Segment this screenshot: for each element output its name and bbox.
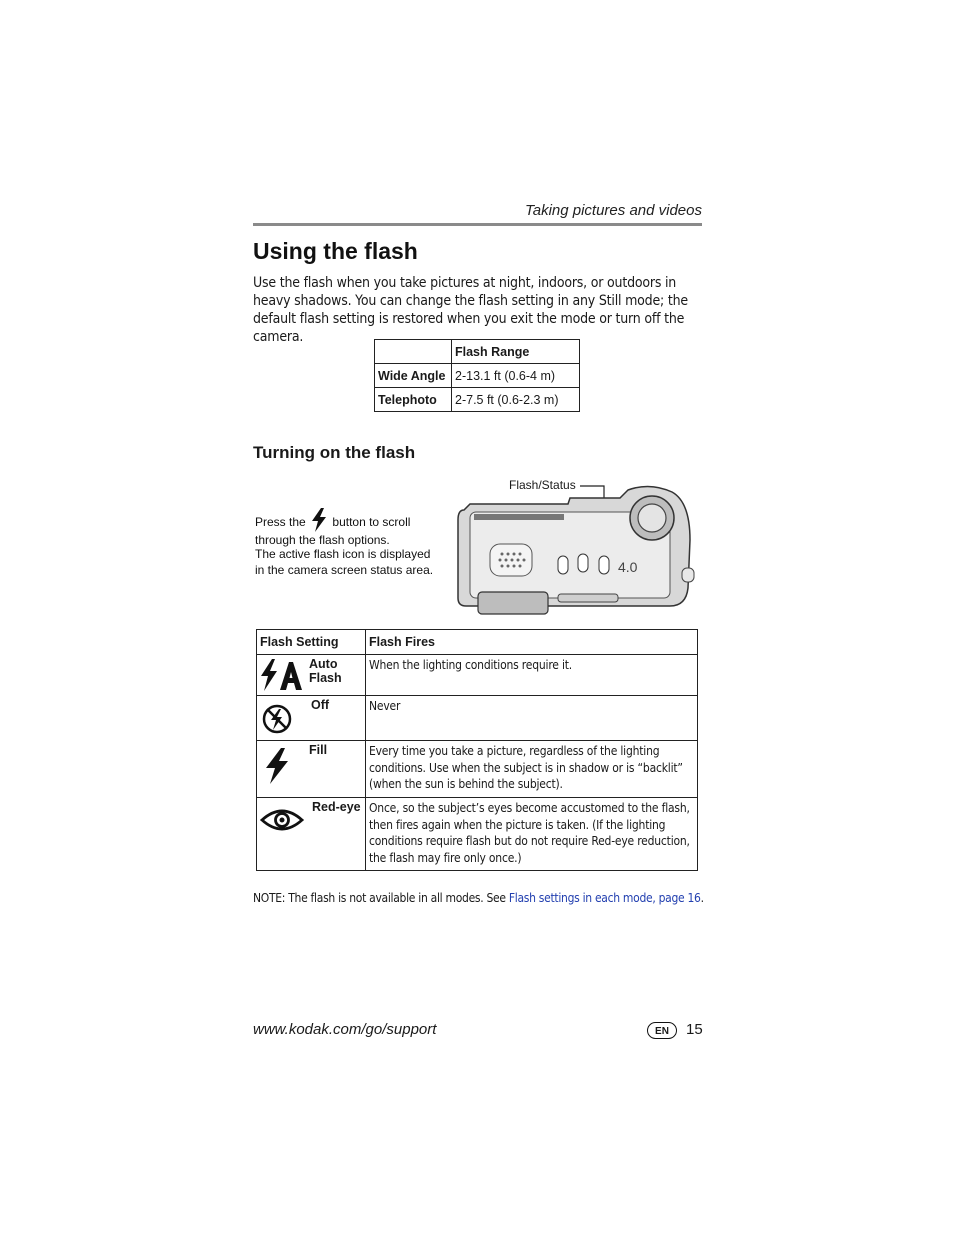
range-row-label: Wide Angle xyxy=(375,364,452,388)
header-flash-fires: Flash Fires xyxy=(366,630,698,655)
press-instruction xyxy=(255,508,410,548)
active-caption-line2: in the camera screen status area. xyxy=(255,563,434,577)
footer-url[interactable]: www.kodak.com/go/support xyxy=(253,1021,437,1038)
note-text: NOTE: The flash is not available in all modes. See xyxy=(253,891,509,905)
page-title: Using the flash xyxy=(253,238,418,264)
setting-cell xyxy=(257,696,366,741)
table-row xyxy=(257,798,698,871)
table-row xyxy=(375,364,580,388)
setting-label xyxy=(309,743,362,757)
header-rule xyxy=(253,223,702,226)
note-suffix: . xyxy=(700,891,704,905)
flash-status-callout: Flash/Status xyxy=(509,478,576,492)
setting-label-line2: Flash xyxy=(309,671,342,685)
setting-cell xyxy=(257,741,366,798)
press-text-before: Press the xyxy=(255,515,306,529)
flash-range-table xyxy=(374,339,580,412)
intro-paragraph: Use the flash when you take pictures at night, indoors, or outdoors in heavy shadows. You can change the flash setting in any Still mode; the default flash setting is restored when you exit the mode or turn off the camera. xyxy=(253,275,688,345)
range-row-value: 2-7.5 ft (0.6-2.3 m) xyxy=(452,388,580,412)
flash-settings-link[interactable]: Flash settings in each mode, page 16 xyxy=(508,891,701,905)
active-icon-caption xyxy=(255,546,433,578)
setting-description: Never xyxy=(366,696,698,741)
flash-off-icon xyxy=(260,702,294,736)
setting-label-line1: Off xyxy=(311,698,330,712)
camera-back-illustration xyxy=(450,480,700,615)
setting-label xyxy=(309,657,362,685)
header-flash-setting: Flash Setting xyxy=(257,630,366,655)
setting-label xyxy=(311,698,362,712)
setting-cell xyxy=(257,798,366,871)
active-caption-line1: The active flash icon is displayed xyxy=(255,547,431,561)
table-row xyxy=(257,741,698,798)
press-text-after: button to scroll xyxy=(332,515,411,529)
red-eye-icon xyxy=(260,806,304,834)
setting-description: Once, so the subject’s eyes become accustomed to the flash, then fires again when the picture is taken. (If the lighting conditions require flash but do not require Red-eye reduction, the flash may fire only once.) xyxy=(366,798,698,871)
section-subtitle: Turning on the flash xyxy=(253,443,416,462)
setting-label-line1: Red-eye xyxy=(312,800,361,814)
language-badge: EN xyxy=(647,1022,677,1039)
table-header-flash-range: Flash Range xyxy=(452,340,580,364)
page-number: 15 xyxy=(686,1021,703,1038)
setting-label-line1: Auto xyxy=(309,657,338,671)
table-row xyxy=(257,696,698,741)
flash-settings-table xyxy=(256,629,698,871)
table-row xyxy=(375,388,580,412)
auto-flash-icon xyxy=(260,658,306,692)
table-header-row xyxy=(257,630,698,655)
setting-label xyxy=(312,800,362,814)
setting-description: When the lighting conditions require it. xyxy=(366,655,698,696)
flash-button-icon xyxy=(309,508,329,532)
range-row-value: 2-13.1 ft (0.6-4 m) xyxy=(452,364,580,388)
note xyxy=(253,891,704,905)
table-row xyxy=(257,655,698,696)
camera-megapixel-badge: 4.0 xyxy=(618,559,638,575)
table-cell-empty xyxy=(375,340,452,364)
setting-cell xyxy=(257,655,366,696)
range-row-label: Telephoto xyxy=(375,388,452,412)
fill-flash-icon xyxy=(263,747,293,785)
section-header: Taking pictures and videos xyxy=(524,202,702,219)
setting-description: Every time you take a picture, regardless of the lighting conditions. Use when the subject is in shadow or is “backlit” (when the sun is behind the subject). xyxy=(366,741,698,798)
press-text-line2: through the flash options. xyxy=(255,533,390,547)
table-row xyxy=(375,340,580,364)
setting-label-line1: Fill xyxy=(309,743,328,757)
